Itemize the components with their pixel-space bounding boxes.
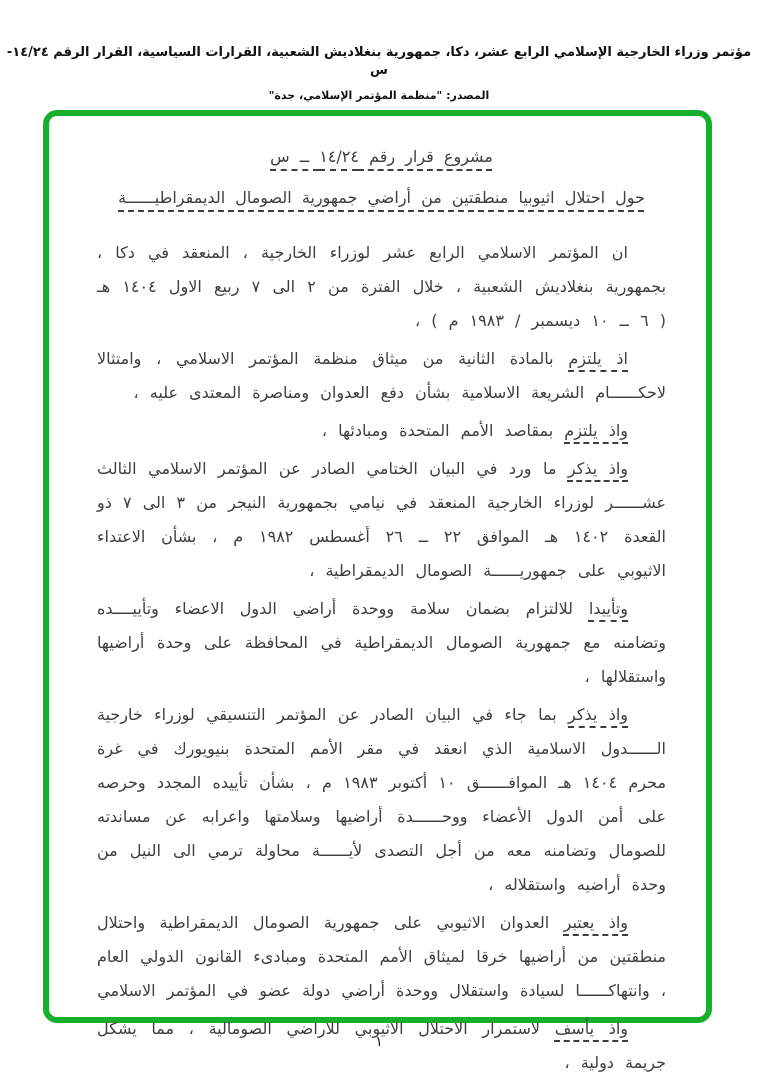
document-header [0, 44, 758, 103]
resolution-paragraph: ان المؤتمر الاسلامي الرابع عشر لوزراء الخارجية ، المنعقد في دكا ، بجمهورية بنغلاديش الشعبية ، خلال الفترة من ٢ الى ٧ ربيع الاول ١٤٠٤ هـ ( ٦ ــ ١٠ ديسمبر / ١٩٨٣ م ) ، [97, 243, 667, 330]
resolution-paragraph: واذ يذكر بما جاء في البيان الصادر عن المؤتمر التنسيقي لوزراء خارجية الــــــدول الاسلامية الذي انعقد في مقر الأمم المتحدة بنيويورك في غرة محرم ١٤٠٤ هـ الموافــــــق ١٠ أكتوبر ١٩٨٣ م ، بشأن تأييده المجدد وحرصه على أمن الدول الأعضاء ووحــــــدة أراضيها وسلامتها واعرابه عن مساندته للصومال وتضامنه معه من أجل التصدى لأيــــــة محاولة ترمي الى النيل من وحدة أراضيه واستقلاله ، [97, 705, 667, 894]
resolution-paragraph: واذ يذكر ما ورد في البيان الختامي الصادر عن المؤتمر الاسلامي الثالث عشــــــر لوزراء الخارجية المنعقد في نيامي بجمهورية النيجر من ٣ الى ٧ ذو القعدة ١٤٠٢ هـ الموافق ٢٢ ــ ٢٦ أغسطس ١٩٨٢ م ، بشأن الاعتداء الاثيوبي على جمهوريــــــة الصومال الديمقراطية ، [97, 459, 667, 580]
resolution-paragraph: اذ يلتزم بالمادة الثانية من ميثاق منظمة المؤتمر الاسلامي ، وامتثالا لاحكــــــام الشريعة الاسلامية بشأن دفع العدوان ومناصرة المعتدى عليه ، [97, 349, 666, 402]
paragraph-lead-phrase: واذ يذكر [567, 459, 628, 478]
paragraph-lead-phrase: واذ يذكر [568, 705, 628, 724]
resolution-number-title: مشروع قرار رقم ١٤/٢٤ ــ س [270, 147, 493, 166]
paragraph-lead-phrase: واذ يأسف [554, 1019, 628, 1038]
paragraph-lead-phrase: واذ يعتبر [563, 913, 629, 932]
resolution-paragraph: وتأييدا للالتزام بضمان سلامة ووحدة أراضي الدول الاعضاء وتأييــــده وتضامنه مع جمهورية الصومال الديمقراطية في المحافظة على وحدة أراضيها واستقلالها ، [97, 599, 666, 686]
resolution-body [97, 236, 666, 1080]
page-number: ١ [375, 1034, 383, 1050]
paragraph-lead-phrase: اذ يلتزم [568, 349, 628, 368]
paragraph-lead-phrase: وتأييدا [588, 599, 628, 618]
resolution-paragraph: واذ يعتبر العدوان الاثيوبي على جمهورية الصومال الديمقراطية واحتلال منطقتين من أراضيها خرقا لميثاق الأمم المتحدة ومبادىء القانون الدولي العام ، وانتهاكــــــا لسيادة واستقلال ووحدة أراضي دولة عضو في المؤتمر الاسلامي [97, 913, 666, 1000]
resolution-paragraph: واذ يأسف لاستمرار الاحتلال الاثيوبي للاراضي الصومالية ، مما يشكل جريمة دولية ، [97, 1019, 666, 1072]
resolution-subject-title: حول احتلال اثيوبيا منطقتين من أراضي جمهورية الصومال الديمقراطيــــــة [118, 188, 645, 207]
resolution-paragraph: واذ يلتزم بمقاصد الأمم المتحدة ومبادئها ، [321, 421, 628, 440]
scanned-page-frame [43, 110, 712, 1072]
header-citation-line: مؤتمر وزراء الخارجية الإسلامي الرابع عشر، دكا، جمهورية بنغلاديش الشعبية، القرارات السياسية، القرار الرقم ١٤/٢٤- س [6, 45, 752, 78]
header-source-line: المصدر: "منظمة المؤتمر الإسلامي، جدة" [268, 89, 490, 102]
paragraph-lead-phrase: واذ يلتزم [564, 421, 628, 440]
